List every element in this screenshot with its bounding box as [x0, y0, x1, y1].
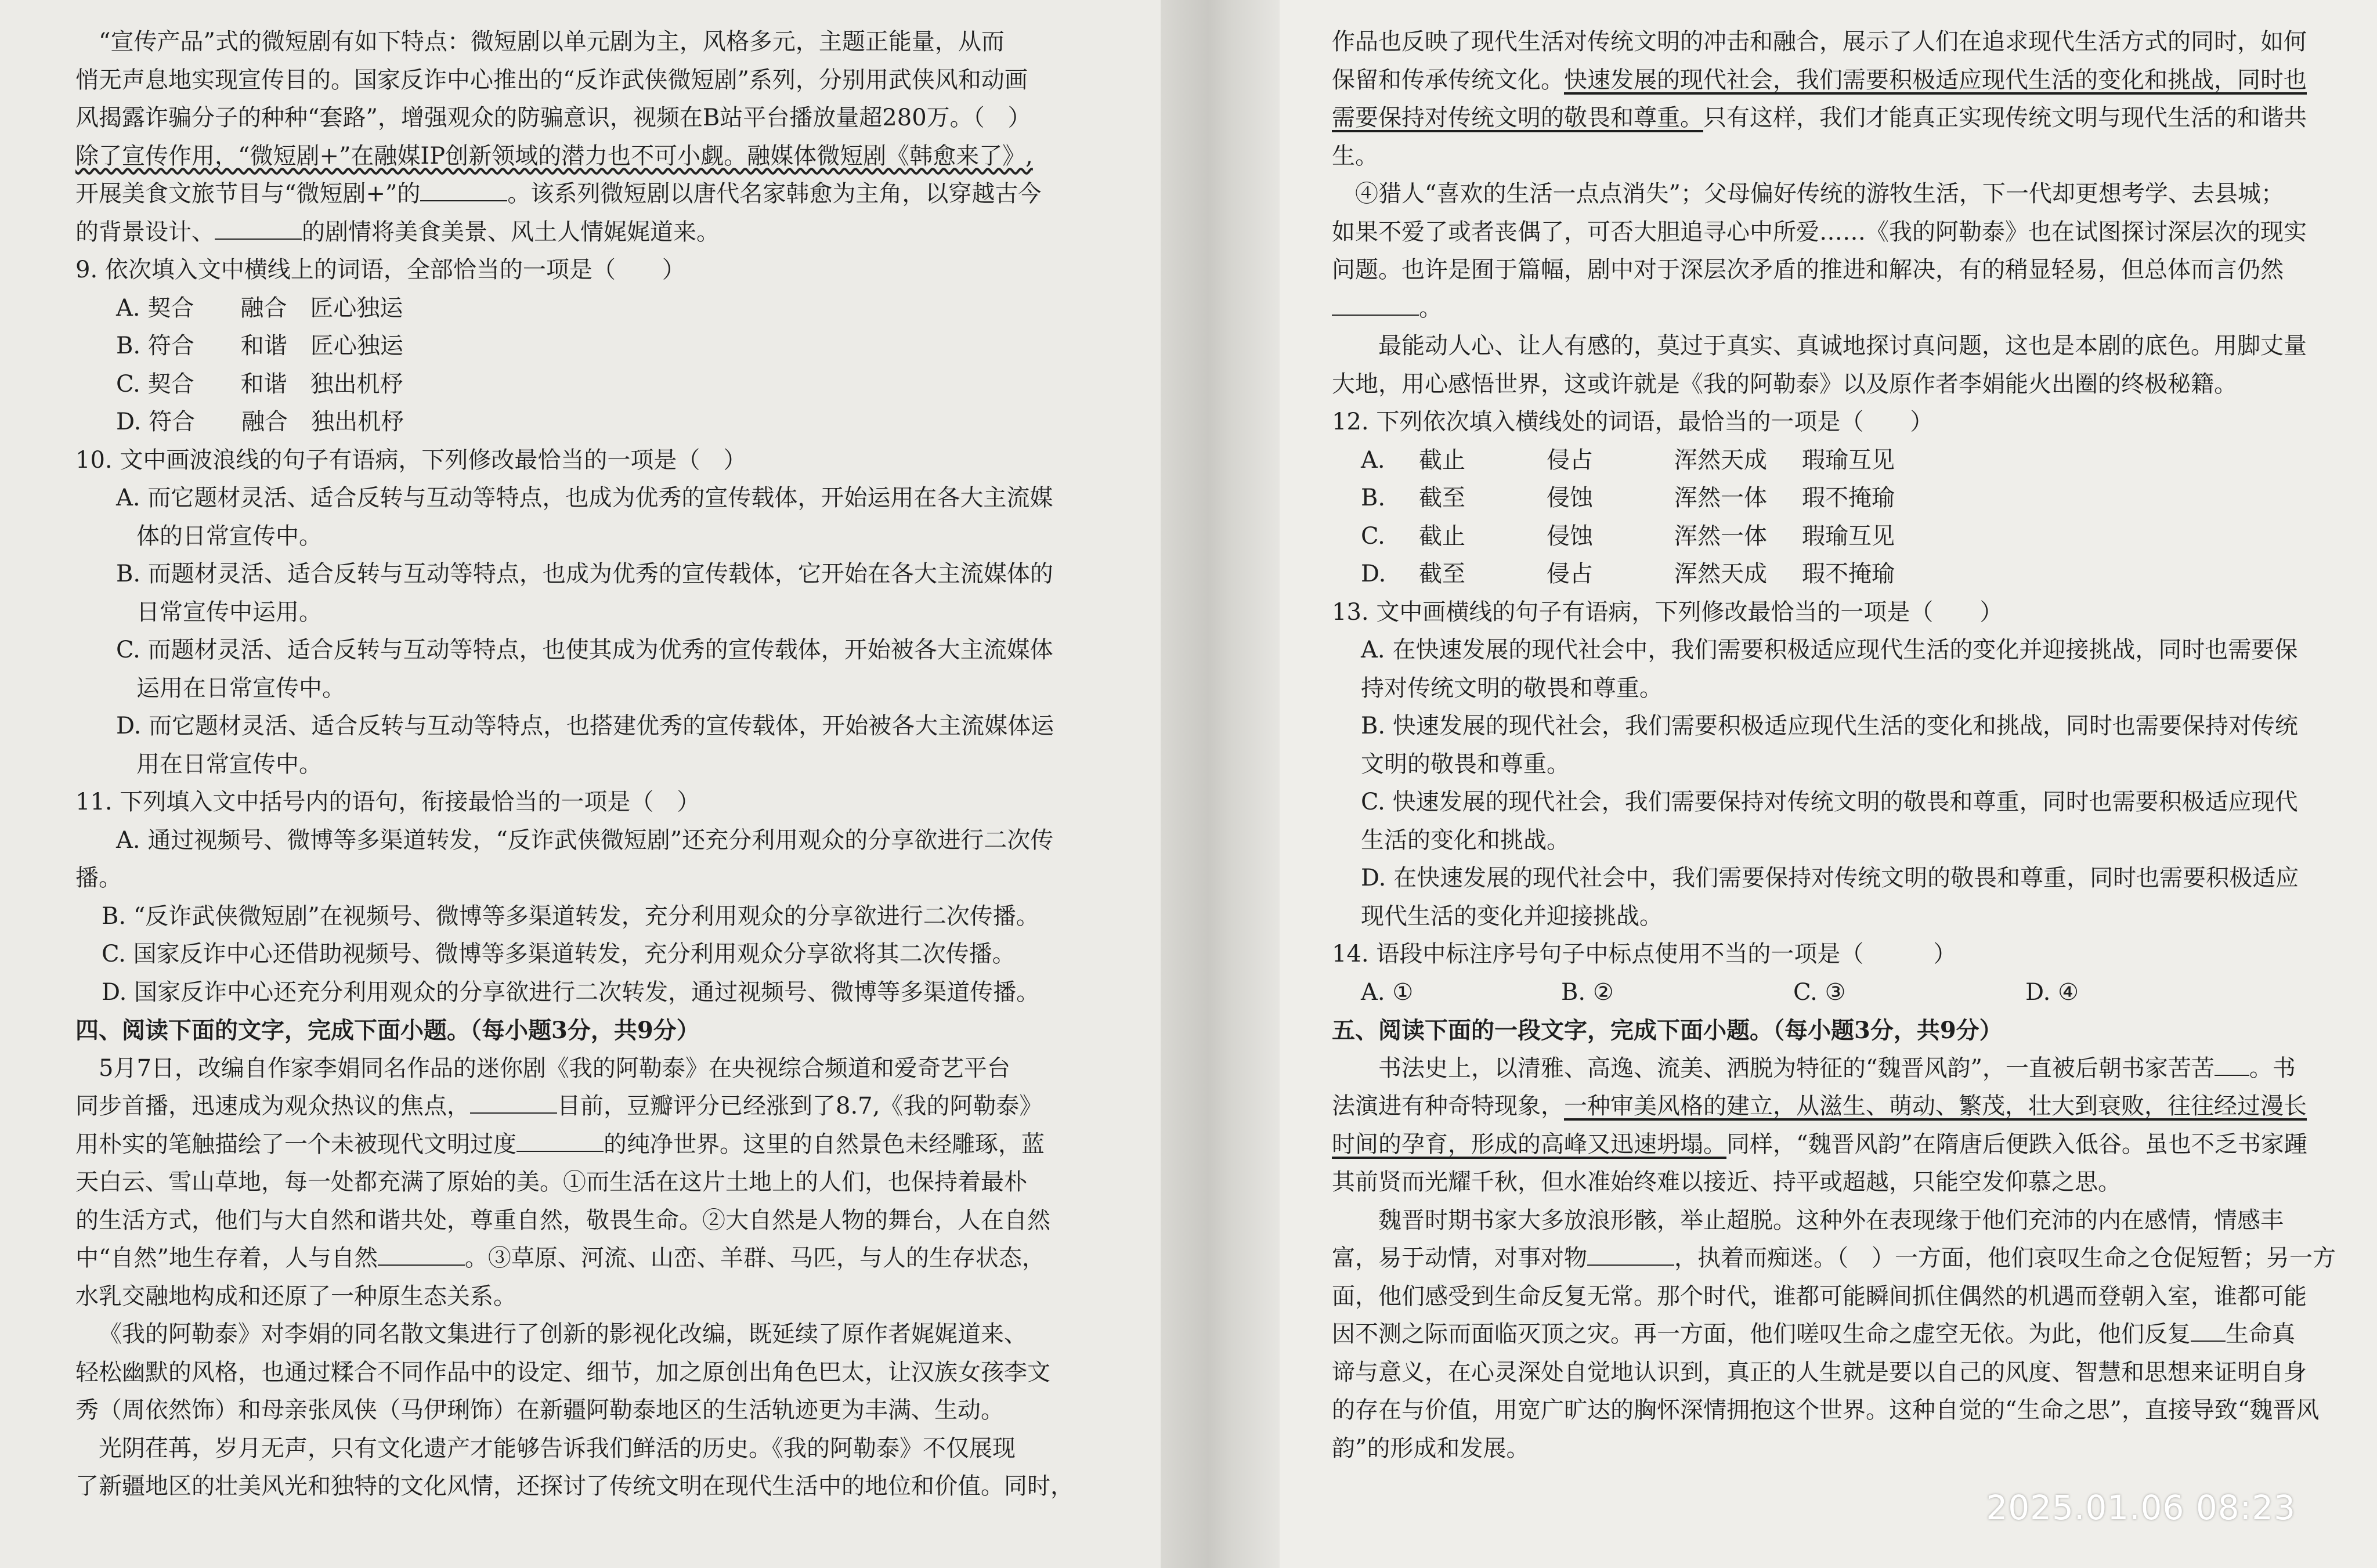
text-line: 秀（周依然饰）和母亲张凤侠（马伊琍饰）在新疆阿勒泰地区的生活轨迹更为丰满、生动。	[75, 1397, 1004, 1424]
option: B.截至 侵蚀 浑然一体 瑕不掩瑜	[1361, 485, 1895, 511]
option: A.截止 侵占 浑然天成 瑕瑜互见	[1361, 446, 1895, 474]
text-line: 书法史上，以清雅、高逸、流美、洒脱为特征的“魏晋风韵”，一直被后朝书家苦苦 。书	[1378, 1054, 2296, 1082]
text-line: 5月7日，改编自作家李娟同名作品的迷你剧《我的阿勒泰》在央视综合频道和爱奇艺平台	[99, 1054, 1010, 1082]
question-10-stem: 10. 文中画波浪线的句子有语病，下列修改最恰当的一项是（ ）	[75, 446, 747, 474]
wavy-underlined-sentence: 除了宣传作用，“微短剧+”在融媒IP创新领域的潜力也不可小觑。融媒体微短剧《韩愈来了》,	[75, 142, 1033, 169]
fill-blank	[378, 1246, 465, 1266]
underlined-sentence: 快速发展的现代社会，我们需要积极适应现代生活的变化和挑战，同时也	[1564, 66, 2307, 93]
option-cont: 体的日常宣传中。	[136, 522, 322, 550]
option-cont: 日常宣传中运用。	[136, 598, 322, 626]
underlined-sentence: 需要保持对传统文明的敬畏和尊重。	[1332, 104, 1703, 131]
option-cont: 用在日常宣传中。	[136, 750, 322, 778]
option-cont: 播。	[75, 865, 122, 891]
text-line: 同步首播，迅速成为观众热议的焦点， 目前，豆瓣评分已经涨到了8.7,《我的阿勒泰》	[75, 1093, 1043, 1119]
fill-blank	[215, 220, 302, 240]
option: A. ①	[1361, 978, 1414, 1006]
text-line: 光阴荏苒，岁月无声，只有文化遗产才能够告诉我们鲜活的历史。《我的阿勒泰》不仅展现	[99, 1435, 1016, 1462]
option: A. 通过视频号、微博等多渠道转发，“反诈武侠微短剧”还充分利用观众的分享欲进行二次传	[116, 826, 1054, 854]
text-line: 时间的孕育，形成的高峰又迅速坍塌。同样，“魏晋风韵”在隋唐后便跌入低谷。虽也不乏书家踵	[1332, 1130, 2307, 1158]
text-line: 大地，用心感悟世界，这或许就是《我的阿勒泰》以及原作者李娟能火出圈的终极秘籍。	[1332, 370, 2237, 398]
text-line: 谛与意义，在心灵深处自觉地认识到，真正的人生就是要以自己的风度、智慧和思想来证明自身	[1332, 1359, 2307, 1386]
fill-blank	[2191, 1322, 2226, 1342]
fill-blank	[470, 1094, 557, 1114]
fill-blank	[2215, 1056, 2249, 1076]
text-line: 法演进有种奇特现象，一种审美风格的建立，从滋生、萌动、繁茂，壮大到衰败，往往经过漫长	[1332, 1093, 2307, 1119]
option: B. 符合 和谐 匠心独运	[116, 333, 403, 359]
question-12-stem: 12. 下列依次填入横线处的词语，最恰当的一项是（ ）	[1332, 409, 1934, 435]
text-line: ④猎人“喜欢的生活一点点消失”；父母偏好传统的游牧生活，下一代却更想考学、去县城；	[1355, 180, 2284, 207]
photo-timestamp: 2025.01.06 08:23	[1986, 1488, 2296, 1527]
fill-blank	[1587, 1246, 1674, 1266]
option: B. “反诈武侠微短剧”在视频号、微博等多渠道转发，充分利用观众的分享欲进行二次传播。	[102, 902, 1039, 930]
fill-blank	[1332, 296, 1419, 316]
text-line: 天白云、雪山草地，每一处都充满了原始的美。①而生活在这片土地上的人们，也保持着最朴	[75, 1169, 1027, 1195]
option: B. ②	[1561, 978, 1614, 1006]
option-cont: 现代生活的变化并迎接挑战。	[1361, 902, 1663, 930]
question-13-stem: 13. 文中画横线的句子有语病，下列修改最恰当的一项是（ ）	[1332, 598, 2003, 626]
underlined-sentence: 时间的孕育，形成的高峰又迅速坍塌。	[1332, 1130, 1726, 1158]
text-line: 最能动人心、让人有感的，莫过于真实、真诚地探讨真问题，这也是本剧的底色。用脚丈量	[1378, 333, 2307, 359]
text-line: 了新疆地区的壮美风光和独特的文化风情，还探讨了传统文明在现代生活中的地位和价值。同时，	[75, 1473, 1074, 1500]
option: A. 契合 融合 匠心独运	[116, 294, 403, 321]
fill-blank	[516, 1132, 604, 1152]
option: C. ③	[1793, 978, 1846, 1006]
text-line: 风揭露诈骗分子的种种“套路”，增强观众的防骗意识，视频在B站平台播放量超280万。（ ）	[75, 104, 1031, 131]
option: C. 快速发展的现代社会，我们需要保持对传统文明的敬畏和尊重，同时也需要积极适应现代	[1361, 789, 2298, 815]
option: D. 在快速发展的现代社会中，我们需要保持对传统文明的敬畏和尊重，同时也需要积极适应	[1361, 865, 2299, 891]
text-line: 的背景设计、 的剧情将美食美景、风土人情娓娓道来。	[75, 218, 720, 245]
text-line: 用朴实的笔触描绘了一个未被现代文明过度 的纯净世界。这里的自然景色未经雕琢，蓝	[75, 1130, 1045, 1158]
option-row	[1332, 974, 2342, 1012]
text-line: 作品也反映了现代生活对传统文明的冲击和融合，展示了人们在追求现代生活方式的同时，如何	[1332, 28, 2307, 55]
page-fold	[1161, 0, 1280, 1568]
option: B. 快速发展的现代社会，我们需要积极适应现代生活的变化和挑战，同时也需要保持对传统	[1361, 713, 2298, 739]
text-line: 如果不爱了或者丧偶了，可否大胆追寻心中所爱……《我的阿勒泰》也在试图探讨深层次的现实	[1332, 218, 2307, 245]
option: A. 而它题材灵活、适合反转与互动等特点，也成为优秀的宣传载体，开始运用在各大主流媒	[116, 485, 1053, 511]
option-cont: 持对传统文明的敬畏和尊重。	[1361, 674, 1663, 702]
text-line: 中“自然”地生存着，人与自然 。③草原、河流、山峦、羊群、马匹，与人的生存状态，	[75, 1245, 1045, 1271]
option-cont: 运用在日常宣传中。	[136, 674, 345, 702]
option: D. ④	[2025, 978, 2079, 1006]
text-line: 开展美食文旅节目与“微短剧+”的 。该系列微短剧以唐代名家韩愈为主角，以穿越古今	[75, 180, 1042, 207]
section-4-heading: 四、阅读下面的文字，完成下面小题。（每小题3分，共9分）	[75, 1017, 700, 1044]
option-cont: 文明的敬畏和尊重。	[1361, 750, 1570, 778]
text-line: 的存在与价值，用宽广旷达的胸怀深情拥抱这个世界。这种自觉的“生命之思”，直接导致“魏晋风	[1332, 1397, 2320, 1424]
left-page	[0, 0, 1161, 1568]
option: C.截止 侵蚀 浑然一体 瑕瑜互见	[1361, 522, 1895, 550]
text-line: 的生活方式，他们与大自然和谐共处，尊重自然，敬畏生命。②大自然是人物的舞台，人在自然	[75, 1206, 1050, 1234]
option: D. 国家反诈中心还充分利用观众的分享欲进行二次转发，通过视频号、微博等多渠道传播。	[102, 978, 1040, 1006]
text-line: 《我的阿勒泰》对李娟的同名散文集进行了创新的影视化改编，既延续了原作者娓娓道来、	[99, 1321, 1027, 1347]
text-line: 魏晋时期书家大多放浪形骸，举止超脱。这种外在表现缘于他们充沛的内在感情，情感丰	[1378, 1206, 2284, 1234]
option-cont: 生活的变化和挑战。	[1361, 826, 1570, 854]
underlined-sentence: 一种审美风格的建立，从滋生、萌动、繁茂，壮大到衰败，往往经过漫长	[1564, 1093, 2307, 1119]
option: C. 而题材灵活、适合反转与互动等特点，也使其成为优秀的宣传载体，开始被各大主流媒体	[116, 637, 1053, 663]
text-line: 轻松幽默的风格，也通过糅合不同作品中的设定、细节，加之原创出角色巴太，让汉族女孩李文	[75, 1359, 1050, 1386]
right-page	[1280, 0, 2377, 1568]
text-line: 其前贤而光耀千秋，但水准始终难以接近、持平或超越，只能空发仰慕之思。	[1332, 1169, 2121, 1195]
option: D.截至 侵占 浑然天成 瑕不掩瑜	[1361, 561, 1895, 587]
option: D. 符合 融合 独出机杼	[116, 409, 404, 435]
text-line: 水乳交融地构成和还原了一种原生态关系。	[75, 1282, 516, 1310]
option: C. 契合 和谐 独出机杼	[116, 370, 403, 398]
option: C. 国家反诈中心还借助视频号、微博等多渠道转发，充分利用观众分享欲将其二次传播。	[102, 941, 1016, 967]
text-line: “宣传产品”式的微短剧有如下特点：微短剧以单元剧为主，风格多元，主题正能量，从而	[99, 28, 1005, 55]
option: D. 而它题材灵活、适合反转与互动等特点，也搭建优秀的宣传载体，开始被各大主流媒体运	[116, 713, 1054, 739]
text-line: 韵”的形成和发展。	[1332, 1435, 1530, 1462]
text-line: 悄无声息地实现宣传目的。国家反诈中心推出的“反诈武侠微短剧”系列，分别用武侠风和动画	[75, 66, 1028, 93]
text-line: 需要保持对传统文明的敬畏和尊重。只有这样，我们才能真正实现传统文明与现代生活的和谐共	[1332, 104, 2307, 131]
text-line: 保留和传承传统文化。快速发展的现代社会，我们需要积极适应现代生活的变化和挑战，同时也	[1332, 66, 2307, 93]
question-14-stem: 14. 语段中标注序号句子中标点使用不当的一项是（ ）	[1332, 941, 1957, 967]
text-line: 生。	[1332, 142, 1378, 169]
option: B. 而题材灵活、适合反转与互动等特点，也成为优秀的宣传载体，它开始在各大主流媒体的	[116, 561, 1053, 587]
text-line	[52, 138, 1120, 176]
fill-blank	[420, 182, 507, 201]
question-11-stem: 11. 下列填入文中括号内的语句，衔接最恰当的一项是（ ）	[75, 789, 700, 815]
text-line: 问题。也许是囿于篇幅，剧中对于深层次矛盾的推进和解决，有的稍显轻易，但总体而言仍然	[1332, 256, 2284, 283]
text-line: 富，易于动情，对事对物 ，执着而痴迷。（ ）一方面，他们哀叹生命之仓促短暂；另一方	[1332, 1245, 2336, 1271]
text-line: 因不测之际而面临灭顶之灾。再一方面，他们嗟叹生命之虚空无依。为此，他们反复 生命真	[1332, 1321, 2295, 1347]
question-9-stem: 9. 依次填入文中横线上的词语，全部恰当的一项是（ ）	[75, 256, 685, 283]
text-line: 面，他们感受到生命反复无常。那个时代，谁都可能瞬间抓住偶然的机遇而登朝入室，谁都可能	[1332, 1282, 2307, 1310]
text-line: 。	[1332, 290, 2342, 328]
option: A. 在快速发展的现代社会中，我们需要积极适应现代生活的变化并迎接挑战，同时也需要保	[1361, 637, 2298, 663]
section-5-heading: 五、阅读下面的一段文字，完成下面小题。（每小题3分，共9分）	[1332, 1017, 2003, 1044]
